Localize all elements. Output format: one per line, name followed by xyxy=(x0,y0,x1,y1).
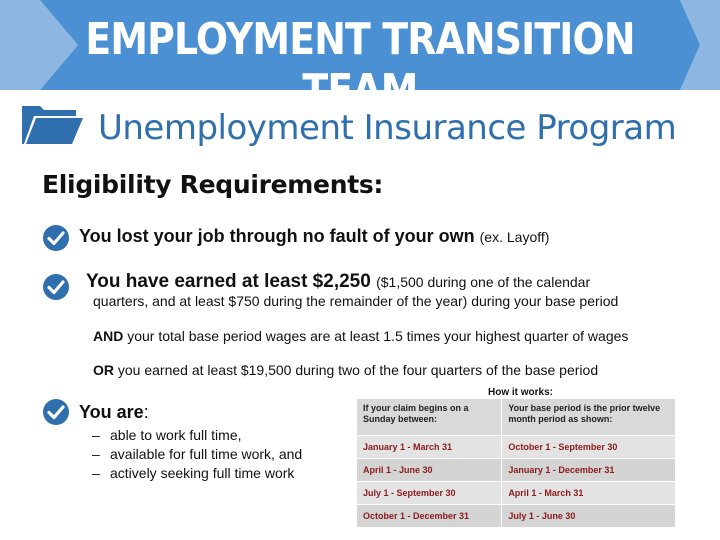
requirement-text: You lost your job through no fault of your own xyxy=(79,226,475,246)
requirement-earnings xyxy=(86,271,590,293)
dash-bullet: – xyxy=(92,427,100,443)
and-keyword: AND xyxy=(93,328,124,344)
table-cell: October 1 - December 31 xyxy=(357,505,502,528)
list-item xyxy=(92,426,302,445)
table-row xyxy=(357,459,676,482)
requirement-text: You are xyxy=(79,402,144,422)
table-header-row xyxy=(357,399,676,436)
requirement-no-fault xyxy=(79,226,549,247)
base-period-table xyxy=(356,398,676,528)
requirement-note: ($1,500 during one of the calendar xyxy=(376,274,591,290)
requirement-colon: : xyxy=(143,402,149,422)
program-title: Unemployment Insurance Program xyxy=(98,108,677,148)
and-condition xyxy=(93,328,628,344)
table-cell: July 1 - September 30 xyxy=(357,482,502,505)
or-keyword: OR xyxy=(93,362,114,378)
table-row xyxy=(357,436,676,459)
table-cell: January 1 - March 31 xyxy=(357,436,502,459)
folder-icon xyxy=(20,100,84,146)
table-cell: January 1 - December 31 xyxy=(502,459,676,482)
list-item xyxy=(92,464,302,483)
table-cell: July 1 - June 30 xyxy=(502,505,676,528)
table-cell: April 1 - June 30 xyxy=(357,459,502,482)
checkmark-icon xyxy=(42,273,70,301)
list-item-text: available for full time work, and xyxy=(110,446,303,462)
requirement-note: (ex. Layoff) xyxy=(479,229,550,245)
header-banner xyxy=(0,0,720,116)
table-row xyxy=(357,482,676,505)
list-item-text: able to work full time, xyxy=(110,427,242,443)
requirement-availability xyxy=(79,402,149,423)
list-item xyxy=(92,445,302,464)
table-cell: October 1 - September 30 xyxy=(502,436,676,459)
availability-list xyxy=(92,426,302,483)
checkmark-icon xyxy=(42,398,70,426)
dash-bullet: – xyxy=(92,465,100,481)
table-header-base-period: Your base period is the prior twelve month period as shown: xyxy=(502,399,676,436)
list-item-text: actively seeking full time work xyxy=(110,465,295,481)
banner-title: EMPLOYMENT TRANSITION TEAM xyxy=(85,14,635,116)
table-cell: April 1 - March 31 xyxy=(502,482,676,505)
table-title: How it works: xyxy=(488,387,554,398)
or-condition xyxy=(93,362,598,378)
or-text: you earned at least $19,500 during two of the four quarters of the base period xyxy=(114,362,599,378)
dash-bullet: – xyxy=(92,446,100,462)
requirement-text: You have earned at least $2,250 xyxy=(86,271,371,292)
table-row xyxy=(357,505,676,528)
checkmark-icon xyxy=(42,224,70,252)
and-text: your total base period wages are at least 1.5 times your highest quarter of wages xyxy=(123,328,629,344)
requirement-earnings-continued: quarters, and at least $750 during the remainder of the year) during your base period xyxy=(93,293,619,309)
eligibility-heading: Eligibility Requirements: xyxy=(42,170,384,199)
table-header-claim: If your claim begins on a Sunday between: xyxy=(357,399,502,436)
